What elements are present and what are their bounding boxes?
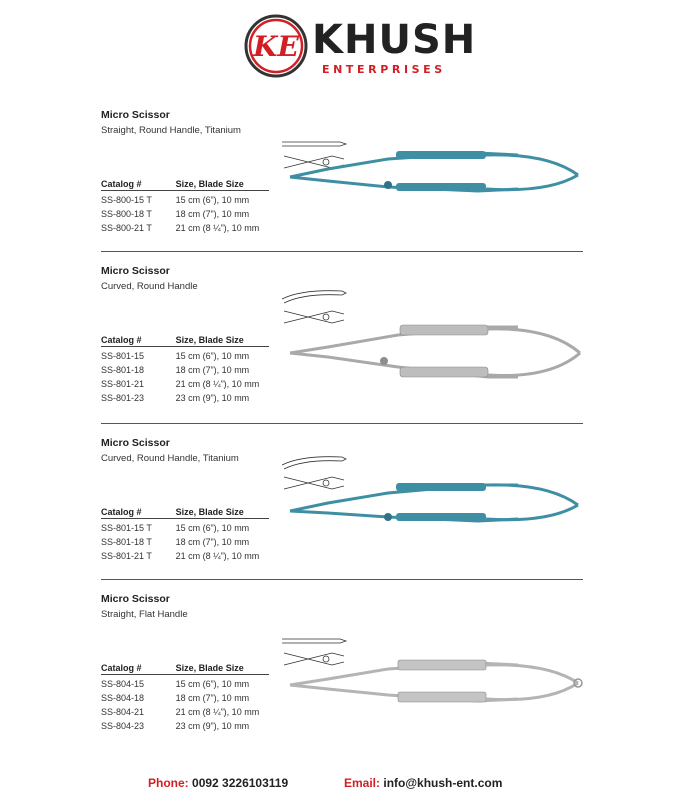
size-value: 18 cm (7”), 10 mm bbox=[175, 209, 250, 219]
table-row bbox=[101, 377, 269, 391]
scissor-image bbox=[288, 147, 588, 197]
logo-badge-icon bbox=[244, 14, 308, 78]
col-size: Size, Blade Size bbox=[175, 179, 244, 189]
size-value: 15 cm (6”), 10 mm bbox=[175, 351, 250, 361]
phone-number[interactable]: 0092 3226103119 bbox=[192, 776, 289, 790]
table-row bbox=[101, 549, 269, 563]
col-size: Size, Blade Size bbox=[175, 335, 244, 345]
col-catalog: Catalog # bbox=[101, 179, 142, 189]
catalog-number: SS-801-23 bbox=[101, 393, 145, 403]
size-value: 21 cm (8 ¼”), 10 mm bbox=[175, 379, 260, 389]
table-row bbox=[101, 221, 269, 235]
size-value: 21 cm (8 ¼”), 10 mm bbox=[175, 223, 260, 233]
col-catalog: Catalog # bbox=[101, 663, 142, 673]
section-title: Micro Scissor bbox=[101, 593, 170, 605]
table-row bbox=[101, 719, 269, 733]
catalog-number: SS-801-21 bbox=[101, 379, 145, 389]
product-section-4 bbox=[0, 593, 689, 763]
brand-sub: ENTERPRISES bbox=[322, 63, 446, 76]
section-title: Micro Scissor bbox=[101, 265, 170, 277]
brand-name: KHUSH bbox=[312, 17, 477, 63]
catalog-number: SS-800-21 T bbox=[101, 223, 152, 233]
catalog-table bbox=[101, 507, 269, 563]
section-subtitle: Straight, Round Handle, Titanium bbox=[101, 125, 241, 136]
section-subtitle: Curved, Round Handle, Titanium bbox=[101, 453, 239, 464]
catalog-number: SS-801-18 bbox=[101, 365, 145, 375]
size-value: 18 cm (7”), 10 mm bbox=[175, 365, 250, 375]
size-value: 23 cm (9”), 10 mm bbox=[175, 393, 250, 403]
table-row bbox=[101, 691, 269, 705]
size-value: 23 cm (9”), 10 mm bbox=[175, 721, 250, 731]
size-value: 21 cm (8 ¼”), 10 mm bbox=[175, 707, 260, 717]
table-row bbox=[101, 207, 269, 221]
size-value: 15 cm (6”), 10 mm bbox=[175, 679, 250, 689]
email-address[interactable]: info@khush-ent.com bbox=[383, 776, 503, 790]
size-value: 15 cm (6”), 10 mm bbox=[175, 195, 250, 205]
table-header bbox=[101, 179, 269, 191]
table-row bbox=[101, 391, 269, 405]
catalog-number: SS-800-18 T bbox=[101, 209, 152, 219]
scissor-image bbox=[288, 657, 588, 707]
catalog-table bbox=[101, 335, 269, 405]
email-label: Email: bbox=[344, 776, 381, 790]
catalog-number: SS-804-21 bbox=[101, 707, 145, 717]
size-value: 18 cm (7”), 10 mm bbox=[175, 537, 250, 547]
catalog-table bbox=[101, 179, 269, 235]
table-row bbox=[101, 363, 269, 377]
section-subtitle: Curved, Round Handle bbox=[101, 281, 198, 292]
section-title: Micro Scissor bbox=[101, 109, 170, 121]
catalog-number: SS-804-18 bbox=[101, 693, 145, 703]
table-row bbox=[101, 349, 269, 363]
product-section-2 bbox=[0, 265, 689, 435]
phone-contact[interactable] bbox=[148, 776, 288, 790]
col-catalog: Catalog # bbox=[101, 335, 142, 345]
table-header bbox=[101, 335, 269, 347]
table-row bbox=[101, 521, 269, 535]
table-row bbox=[101, 677, 269, 691]
scissor-image bbox=[288, 317, 588, 387]
size-value: 18 cm (7”), 10 mm bbox=[175, 693, 250, 703]
catalog-table bbox=[101, 663, 269, 733]
col-catalog: Catalog # bbox=[101, 507, 142, 517]
col-size: Size, Blade Size bbox=[175, 507, 244, 517]
product-section-3 bbox=[0, 437, 689, 607]
table-header bbox=[101, 507, 269, 519]
table-header bbox=[101, 663, 269, 675]
section-subtitle: Straight, Flat Handle bbox=[101, 609, 188, 620]
catalog-number: SS-804-15 bbox=[101, 679, 145, 689]
table-row bbox=[101, 705, 269, 719]
section-divider bbox=[101, 423, 583, 424]
col-size: Size, Blade Size bbox=[175, 663, 244, 673]
section-divider bbox=[101, 579, 583, 580]
catalog-number: SS-801-18 T bbox=[101, 537, 152, 547]
table-row bbox=[101, 193, 269, 207]
section-title: Micro Scissor bbox=[101, 437, 170, 449]
catalog-number: SS-801-21 T bbox=[101, 551, 152, 561]
phone-label: Phone: bbox=[148, 776, 189, 790]
brand-logo bbox=[244, 14, 477, 78]
catalog-number: SS-801-15 bbox=[101, 351, 145, 361]
catalog-number: SS-800-15 T bbox=[101, 195, 152, 205]
section-divider bbox=[101, 251, 583, 252]
email-contact[interactable] bbox=[344, 776, 502, 790]
size-value: 21 cm (8 ¼”), 10 mm bbox=[175, 551, 260, 561]
logo-badge-text: KE bbox=[253, 30, 299, 63]
table-row bbox=[101, 535, 269, 549]
contact-footer bbox=[0, 776, 689, 794]
catalog-number: SS-804-23 bbox=[101, 721, 145, 731]
size-value: 15 cm (6”), 10 mm bbox=[175, 523, 250, 533]
scissor-image bbox=[288, 477, 588, 527]
catalog-number: SS-801-15 T bbox=[101, 523, 152, 533]
product-section-1 bbox=[0, 109, 689, 279]
